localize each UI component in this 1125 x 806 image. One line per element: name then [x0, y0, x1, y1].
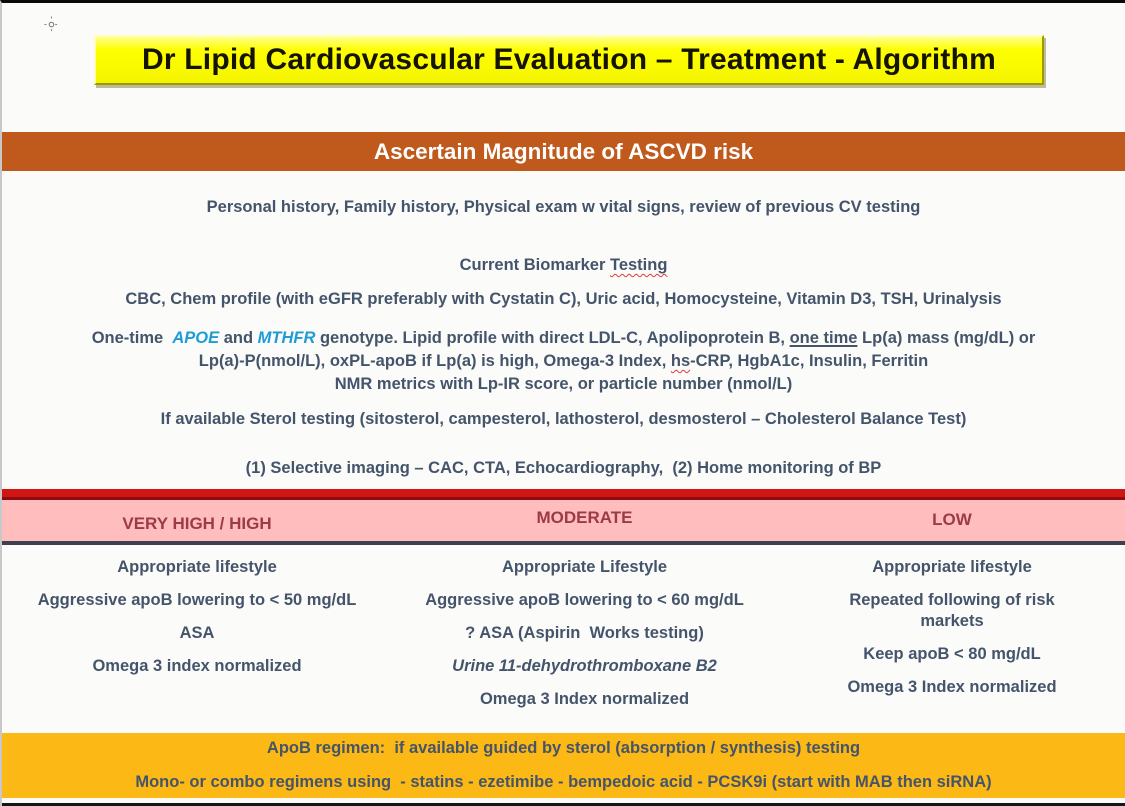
- footer-line-2: Mono- or combo regimens using - statins - ezetimibe - bempedoic acid - PCSK9i (start with MAB then siRNA): [135, 773, 992, 791]
- crosshair-anchor-icon: [44, 16, 59, 33]
- risk-header-moderate: MODERATE: [536, 507, 633, 527]
- risk-item: Omega 3 Index normalized: [479, 690, 690, 708]
- risk-item: Aggressive apoB lowering to < 50 mg/dL: [37, 591, 357, 609]
- risk-header-low: LOW: [932, 509, 972, 529]
- risk-item: Aggressive apoB lowering to < 60 mg/dL: [425, 591, 744, 609]
- risk-header-very-high: VERY HIGH / HIGH: [122, 513, 272, 533]
- section-header-ascvd: [2, 132, 1125, 171]
- one-time-underlined: one time: [789, 329, 858, 347]
- risk-item-urine-test: Urine 11-dehydrothromboxane B2: [452, 657, 717, 675]
- risk-item: ASA: [179, 624, 215, 642]
- risk-column-low: [777, 557, 1125, 733]
- risk-header-band: [2, 500, 1125, 545]
- cbc-line: CBC, Chem profile (with eGFR preferably with Cystatin C), Uric acid, Homocysteine, Vitamin D3, TSH, Urinalysis: [125, 290, 1002, 308]
- genotype-line-1: [2, 327, 1125, 350]
- history-line: Personal history, Family history, Physical exam w vital signs, review of previous CV testing: [206, 198, 921, 216]
- risk-item: Omega 3 index normalized: [92, 657, 302, 675]
- risk-item: Appropriate lifestyle: [117, 558, 277, 576]
- risk-item: Repeated following of risk markets: [849, 591, 1060, 630]
- risk-item: Omega 3 Index normalized: [847, 678, 1057, 696]
- footer-line-1: ApoB regimen: if available guided by sterol (absorption / synthesis) testing: [266, 739, 861, 757]
- apob-regimen-footer: [2, 733, 1125, 798]
- genotype-line-3: NMR metrics with Lp-IR score, or particle number (nmol/L): [334, 375, 793, 393]
- genotype-seg2: and: [219, 329, 258, 347]
- title-banner: [94, 35, 1044, 85]
- risk-item: Appropriate Lifestyle: [501, 558, 668, 576]
- genotype-line-2: [2, 350, 1125, 373]
- gene-mthfr: MTHFR: [257, 329, 316, 347]
- sterol-line: If available Sterol testing (sitosterol, campesterol, lathosterol, desmosterol – Cholesterol Balance Test): [160, 410, 967, 428]
- biomarker-heading-prefix: Current Biomarker: [459, 256, 610, 274]
- risk-item: Appropriate lifestyle: [872, 558, 1032, 576]
- gene-apoe: APOE: [172, 329, 220, 347]
- risk-column-very-high: [2, 557, 392, 733]
- risk-item: ? ASA (Aspirin Works testing): [465, 624, 704, 642]
- risk-item: Keep apoB < 80 mg/dL: [863, 645, 1041, 663]
- risk-columns: [2, 545, 1125, 733]
- biomarker-heading-misspelled: Testing: [609, 256, 668, 274]
- page-title: Dr Lipid Cardiovascular Evaluation – Treatment - Algorithm: [142, 43, 996, 76]
- genotype-seg4: Lp(a) mass (mg/dL) or: [857, 329, 1036, 347]
- section-header-text: Ascertain Magnitude of ASCVD risk: [373, 138, 754, 164]
- red-divider: [2, 489, 1125, 500]
- genotype-seg1: One-time: [91, 329, 173, 347]
- hs-misspelled: hs: [670, 352, 691, 370]
- genotype-paragraph: [2, 327, 1125, 396]
- risk-column-moderate: [392, 557, 777, 733]
- evaluation-section: [2, 171, 1125, 489]
- lpa-post: -CRP, HgbA1c, Insulin, Ferritin: [690, 352, 929, 370]
- genotype-seg3: genotype. Lipid profile with direct LDL-C, Apolipoprotein B,: [315, 329, 790, 347]
- imaging-line: (1) Selective imaging – CAC, CTA, Echocardiography, (2) Home monitoring of BP: [245, 459, 882, 477]
- lpa-pre: Lp(a)-P(nmol/L), oxPL-apoB if Lp(a) is high, Omega-3 Index,: [198, 352, 671, 370]
- biomarker-heading: [2, 255, 1125, 276]
